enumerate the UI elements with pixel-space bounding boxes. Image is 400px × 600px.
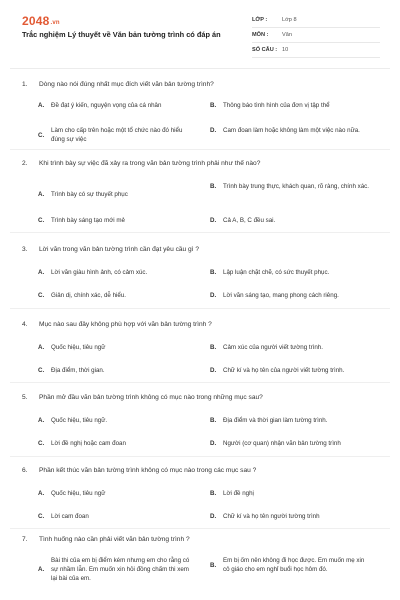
question-number: 7. [22,536,28,543]
meta-row-question-count [252,43,380,58]
option-text: Lời đề nghị [223,490,254,497]
option-b[interactable] [210,268,385,277]
option-text: Thông báo tình hình của đơn vị tập thể [223,102,330,109]
question-label: Mục nào sau đây không phù hợp với văn bản tường trình ? [39,321,212,328]
option-text: Làm cho cấp trên hoặc một tổ chức nào đó hiểu đúng sự việc [51,127,183,143]
option-c[interactable] [38,216,198,225]
question-number: 4. [22,321,28,328]
option-text: Địa điểm và thời gian làm tường trình. [223,417,328,424]
option-text: Giản dị, chính xác, dễ hiểu. [51,292,126,299]
option-text: Lời văn giàu hình ảnh, có cảm xúc. [51,269,148,276]
option-a[interactable] [38,489,198,498]
option-text: Trình bày trung thực, khách quan, rõ ràng, chính xác. [223,183,369,190]
option-text: Bài thi của em bị điểm kém nhưng em cho rằng có sự nhầm lẫn. Em muốn xin hỏi đồng chấm thi xem lại bài của em. [51,557,190,582]
option-letter: C. [38,440,45,447]
option-letter: B. [210,269,217,276]
question-label: Dòng nào nói đúng nhất mục đích viết văn bản tường trình? [39,81,214,88]
option-a[interactable] [38,416,198,425]
option-letter: A. [38,102,45,109]
option-text: Chữ kí và họ tên người tường trình [223,513,320,520]
site-logo[interactable] [22,14,60,28]
option-d[interactable] [210,512,385,521]
meta-value: Lớp 8 [282,17,297,23]
question-number: 5. [22,394,28,401]
option-letter: D. [210,217,217,224]
option-c[interactable] [38,439,198,448]
option-letter: C. [38,367,45,374]
question-number: 1. [22,81,28,88]
option-text: Lời văn sáng tạo, mang phong cách riêng. [223,292,339,299]
option-c[interactable] [38,126,188,144]
option-text: Quốc hiệu, tiêu ngữ [51,490,106,497]
question-text [22,536,190,543]
option-text: Cảm xúc của người viết tường trình. [223,344,323,351]
option-letter: B. [210,102,217,109]
option-text: Cam đoan làm hoặc không làm một việc nào nữa. [223,127,360,134]
question-number: 6. [22,467,28,474]
option-d[interactable] [210,439,385,448]
question-text [22,81,214,88]
option-letter: A. [38,490,45,497]
question-divider [10,308,390,309]
option-letter: D. [210,513,217,520]
option-letter: C. [38,292,45,299]
option-b[interactable] [210,556,370,574]
meta-value: 10 [282,47,289,53]
option-c[interactable] [38,366,198,375]
option-text: Trình bày có sự thuyết phục [51,191,128,198]
option-a[interactable] [38,556,193,583]
option-a[interactable] [38,343,198,352]
option-text: Quốc hiệu, tiêu ngữ. [51,417,108,424]
question-text [22,246,199,253]
option-letter: A. [38,566,45,573]
header-divider [10,68,390,69]
option-text: Đề đạt ý kiến, nguyện vọng của cá nhân [51,102,162,109]
option-d[interactable] [210,366,385,375]
option-letter: A. [38,269,45,276]
option-c[interactable] [38,512,198,521]
meta-key: SỐ CÂU : [252,47,278,53]
logo-suffix: .vn [50,20,60,26]
page-title: Trắc nghiệm Lý thuyết về Văn bản tường trình có đáp án [22,30,221,39]
meta-row-class [252,13,380,28]
document-header [0,0,400,68]
question-divider [10,382,390,383]
option-text: Cả A, B, C đều sai. [223,217,276,224]
option-text: Lời cam đoan [51,513,89,520]
question-label: Phần mở đầu văn bản tường trình không có mục nào trong những mục sau? [39,394,263,401]
question-label: Tình huống nào cần phải viết văn bản tường trình ? [39,536,190,543]
logo-text: 2048 [22,14,50,28]
option-letter: B. [210,490,217,497]
option-letter: A. [38,417,45,424]
question-text [22,394,263,401]
meta-value: Văn [282,32,292,38]
meta-key: MÔN : [252,32,269,38]
option-text: Địa điểm, thời gian. [51,367,105,374]
question-text [22,321,212,328]
option-letter: B. [210,561,217,569]
option-c[interactable] [38,291,198,300]
question-label: Lời văn trong văn bản tường trình cần đạt yêu cầu gì ? [39,246,200,253]
question-label: Khi trình bày sự việc đã xảy ra trong văn bản tường trình phải như thế nào? [39,160,261,167]
meta-row-subject [252,28,380,43]
option-b[interactable] [210,343,385,352]
question-divider [10,149,390,150]
option-text: Em bị ốm nên không đi học được. Em muốn mẹ xin cô giáo cho em nghỉ buổi học hôm đó. [223,557,365,573]
option-text: Quốc hiệu, tiêu ngữ [51,344,106,351]
option-text: Chữ kí và họ tên của người viết tường trình. [223,367,345,374]
option-b[interactable] [210,489,385,498]
option-letter: B. [210,183,217,190]
option-b[interactable] [210,416,385,425]
option-a[interactable] [38,268,198,277]
question-text [22,467,256,474]
question-label: Phần kết thúc văn bản tường trình không có mục nào trong các mục sau ? [39,467,257,474]
meta-info-box [252,13,380,58]
option-d[interactable] [210,126,372,135]
question-number: 3. [22,246,28,253]
option-letter: B. [210,417,217,424]
option-letter: A. [38,344,45,351]
option-letter: D. [210,292,217,299]
option-letter: D. [210,367,217,374]
option-a[interactable] [38,190,198,199]
option-letter: D. [210,440,217,447]
option-a[interactable] [38,101,198,110]
question-divider [10,232,390,233]
question-text [22,160,260,167]
question-divider [10,456,390,457]
option-letter: A. [38,191,45,198]
question-divider [10,528,390,529]
option-letter: C. [38,131,45,139]
option-letter: C. [38,513,45,520]
question-number: 2. [22,160,28,167]
option-letter: C. [38,217,45,224]
option-b[interactable] [210,182,375,191]
option-b[interactable] [210,101,385,110]
meta-key: LỚP : [252,17,268,23]
option-text: Người (cơ quan) nhận văn bản tường trình [223,440,341,447]
option-letter: D. [210,127,217,134]
option-d[interactable] [210,216,385,225]
option-text: Lời đề nghị hoặc cam đoan [51,440,126,447]
option-letter: B. [210,344,217,351]
option-text: Trình bày sáng tạo mới mẻ [51,217,125,224]
option-text: Lập luận chặt chẽ, có sức thuyết phục. [223,269,330,276]
option-d[interactable] [210,291,385,300]
